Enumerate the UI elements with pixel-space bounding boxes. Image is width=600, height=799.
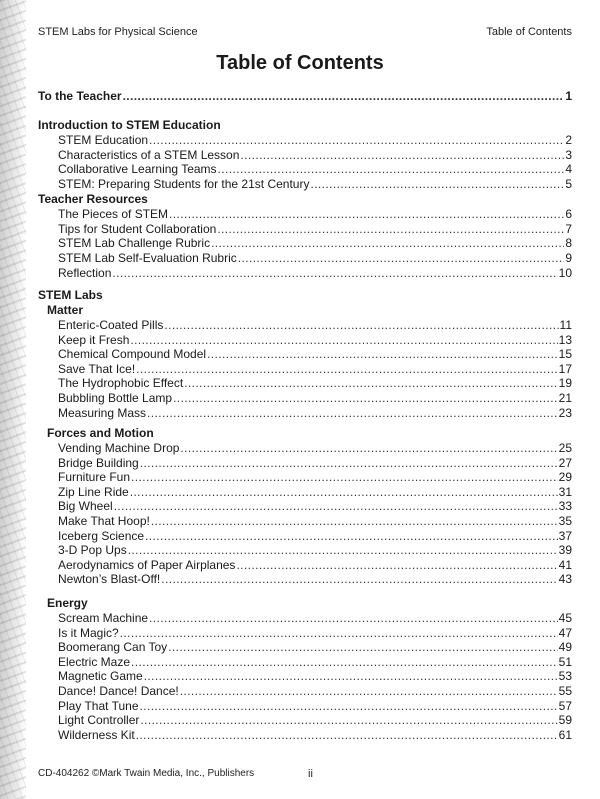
dot-leader — [236, 558, 557, 573]
toc-entry[interactable] — [58, 611, 572, 626]
toc-entry-label: Bubbling Bottle Lamp — [58, 391, 173, 405]
dot-leader — [161, 572, 557, 587]
dot-leader — [131, 655, 558, 670]
dot-leader — [207, 347, 558, 362]
toc-entry-page: 1 — [565, 89, 572, 103]
toc-entry-label: Bridge Building — [58, 455, 139, 470]
dot-leader — [130, 333, 557, 348]
dot-leader — [218, 162, 565, 177]
toc-entry-page: 5 — [565, 177, 572, 192]
toc-entry-page: 21 — [558, 391, 572, 405]
dot-leader — [112, 266, 557, 281]
toc-entry[interactable] — [58, 655, 572, 670]
toc-entry-label: The Hydrophobic Effect — [58, 376, 184, 391]
toc-entry[interactable] — [58, 251, 572, 266]
toc-entry-label: Is it Magic? — [58, 625, 119, 640]
toc-entry-page: 45 — [558, 611, 572, 625]
toc-entry[interactable] — [58, 684, 572, 699]
dot-leader — [180, 441, 557, 456]
subsection-heading-forces-and-motion: Forces and Motion — [47, 426, 154, 440]
toc-entry-label: The Pieces of STEM — [58, 207, 169, 221]
toc-entry-label: Chemical Compound Model — [58, 347, 207, 362]
decorative-side-illustration — [0, 0, 26, 799]
toc-entry[interactable] — [58, 347, 572, 362]
toc-entry-label: Play That Tune — [58, 698, 139, 713]
toc-entry[interactable] — [58, 236, 572, 251]
toc-entry-label: Vending Machine Drop — [58, 441, 180, 455]
toc-entry-page: 59 — [558, 713, 572, 728]
toc-entry[interactable] — [58, 699, 572, 714]
toc-entry-page: 39 — [558, 543, 572, 558]
dot-leader — [144, 669, 558, 684]
toc-entry-page: 47 — [558, 625, 572, 640]
toc-entry-page: 6 — [565, 207, 572, 221]
toc-entry-label: Wilderness Kit — [58, 727, 135, 742]
page-number: ii — [308, 768, 313, 780]
toc-entry-page: 57 — [558, 698, 572, 713]
toc-entry-page: 7 — [565, 221, 572, 236]
dot-leader — [240, 148, 564, 163]
dot-leader — [145, 529, 558, 544]
toc-entry-page: 43 — [558, 572, 572, 587]
toc-entry-label: Zip Line Ride — [58, 484, 129, 499]
toc-entry-page: 27 — [558, 455, 572, 470]
toc-entry-page: 9 — [565, 251, 572, 266]
toc-entry[interactable] — [58, 318, 572, 333]
toc-entry[interactable] — [58, 640, 572, 655]
toc-entry[interactable] — [58, 362, 572, 377]
dot-leader — [136, 728, 558, 743]
dot-leader — [149, 611, 558, 626]
toc-entry[interactable] — [58, 266, 572, 281]
toc-entry-page: 35 — [558, 514, 572, 528]
toc-entry[interactable] — [58, 133, 572, 148]
toc-entry-label: Save That Ice! — [58, 361, 136, 376]
toc-entry-label: STEM Education — [58, 133, 149, 147]
toc-entry-page: 55 — [558, 684, 572, 698]
toc-entry-label: Make That Hoop! — [58, 514, 150, 528]
toc-entry-page: 23 — [558, 405, 572, 420]
dot-leader — [180, 684, 558, 699]
section-heading-introduction: Introduction to STEM Education — [38, 118, 221, 132]
toc-entry-page: 8 — [565, 236, 572, 251]
toc-entry-page: 13 — [558, 332, 572, 347]
toc-entry-label: Light Controller — [58, 713, 140, 728]
toc-entry-label: Big Wheel — [58, 499, 113, 514]
toc-entry[interactable] — [58, 376, 572, 391]
dot-leader — [169, 207, 564, 222]
dot-leader — [131, 470, 558, 485]
toc-entry[interactable] — [58, 728, 572, 743]
toc-entry[interactable] — [58, 162, 572, 177]
toc-entry[interactable] — [58, 441, 572, 456]
toc-entry-label: Dance! Dance! Dance! — [58, 684, 179, 698]
toc-entry-page: 51 — [558, 654, 572, 669]
toc-entry-label: Furniture Fun — [58, 470, 131, 485]
dot-leader — [114, 499, 558, 514]
toc-entry-label: Electric Maze — [58, 654, 131, 669]
toc-entry[interactable] — [58, 543, 572, 558]
toc-entry-page: 19 — [558, 376, 572, 391]
subsection-heading-matter: Matter — [47, 303, 84, 317]
toc-entry-page: 61 — [558, 727, 572, 742]
toc-entry[interactable] — [58, 207, 572, 222]
toc-entry-label: Measuring Mass — [58, 405, 147, 420]
dot-leader — [123, 89, 565, 104]
dot-leader — [151, 514, 558, 529]
toc-entry-label: Newton’s Blast-Off! — [58, 572, 161, 587]
toc-entry-page: 15 — [558, 347, 572, 362]
running-header — [38, 26, 572, 38]
toc-entry-label: STEM: Preparing Students for the 21st Century — [58, 177, 310, 192]
page-title: Table of Contents — [216, 52, 384, 74]
toc-entry-label: Reflection — [58, 265, 112, 280]
toc-entry[interactable] — [58, 406, 572, 421]
toc-entry-label: Magnetic Game — [58, 669, 143, 684]
toc-entry-page: 53 — [558, 669, 572, 684]
dot-leader — [168, 640, 557, 655]
section-title: Table of Contents — [486, 26, 572, 38]
toc-entry-to-the-teacher[interactable] — [38, 89, 572, 104]
toc-entry-label: Characteristics of a STEM Lesson — [58, 147, 240, 162]
dot-leader — [149, 133, 564, 148]
page-footer — [38, 768, 572, 779]
toc-entry[interactable] — [58, 391, 572, 406]
toc-entry-page: 37 — [558, 528, 572, 543]
toc-entry[interactable] — [58, 470, 572, 485]
toc-entry[interactable] — [58, 626, 572, 641]
toc-entry-page: 4 — [565, 162, 572, 177]
toc-entry[interactable] — [58, 148, 572, 163]
toc-entry-label: Collaborative Learning Teams — [58, 162, 217, 177]
dot-leader — [147, 406, 558, 421]
toc-entry-page: 25 — [558, 441, 572, 455]
toc-entry[interactable] — [58, 456, 572, 471]
toc-entry-label: Keep it Fresh — [58, 332, 130, 347]
dot-leader — [164, 318, 558, 333]
toc-entry-page: 29 — [558, 470, 572, 485]
toc-entry[interactable] — [58, 177, 572, 192]
dot-leader — [140, 456, 558, 471]
section-heading-stem-labs: STEM Labs — [38, 288, 103, 302]
section-heading-teacher-resources: Teacher Resources — [38, 192, 148, 206]
subsection-heading-energy: Energy — [47, 596, 88, 610]
toc-entry-page: 17 — [558, 361, 572, 376]
dot-leader — [136, 362, 557, 377]
dot-leader — [310, 177, 564, 192]
toc-entry-label: 3-D Pop Ups — [58, 543, 127, 558]
toc-entry-page: 31 — [558, 484, 572, 499]
toc-entry-page: 2 — [565, 133, 572, 147]
dot-leader — [184, 376, 557, 391]
toc-entry-label: STEM Lab Self-Evaluation Rubric — [58, 251, 237, 266]
toc-entry-label: Tips for Student Collaboration — [58, 221, 217, 236]
toc-entry-page: 10 — [558, 265, 572, 280]
toc-entry[interactable] — [58, 669, 572, 684]
toc-entry[interactable] — [58, 529, 572, 544]
toc-entry[interactable] — [58, 333, 572, 348]
toc-entry-label: Iceberg Science — [58, 528, 145, 543]
toc-entry[interactable] — [58, 222, 572, 237]
dot-leader — [238, 251, 565, 266]
toc-entry-label: Scream Machine — [58, 611, 149, 625]
toc-entry[interactable] — [58, 558, 572, 573]
dot-leader — [128, 543, 558, 558]
toc-entry-label: Aerodynamics of Paper Airplanes — [58, 557, 236, 572]
dot-leader — [211, 236, 564, 251]
toc-entry-page: 11 — [559, 318, 572, 332]
dot-leader — [173, 391, 558, 406]
toc-entry[interactable] — [58, 514, 572, 529]
toc-entry[interactable] — [58, 572, 572, 587]
dot-leader — [217, 222, 564, 237]
toc-entry-label: Enteric-Coated Pills — [58, 318, 164, 332]
toc-entry-page: 41 — [558, 557, 572, 572]
toc-entry-label: STEM Lab Challenge Rubric — [58, 236, 211, 251]
toc-entry-page: 33 — [558, 499, 572, 514]
toc-entry[interactable] — [58, 713, 572, 728]
toc-entry-page: 3 — [565, 147, 572, 162]
dot-leader — [130, 485, 558, 500]
book-title: STEM Labs for Physical Science — [38, 26, 198, 38]
toc-entry-label: To the Teacher — [38, 89, 122, 103]
toc-entry-page: 49 — [558, 640, 572, 655]
dot-leader — [140, 713, 557, 728]
toc-entry[interactable] — [58, 485, 572, 500]
toc-entry-label: Boomerang Can Toy — [58, 640, 168, 655]
toc-entry[interactable] — [58, 499, 572, 514]
publisher-credit: CD-404262 ©Mark Twain Media, Inc., Publishers — [38, 768, 255, 779]
dot-leader — [140, 699, 558, 714]
dot-leader — [120, 626, 558, 641]
